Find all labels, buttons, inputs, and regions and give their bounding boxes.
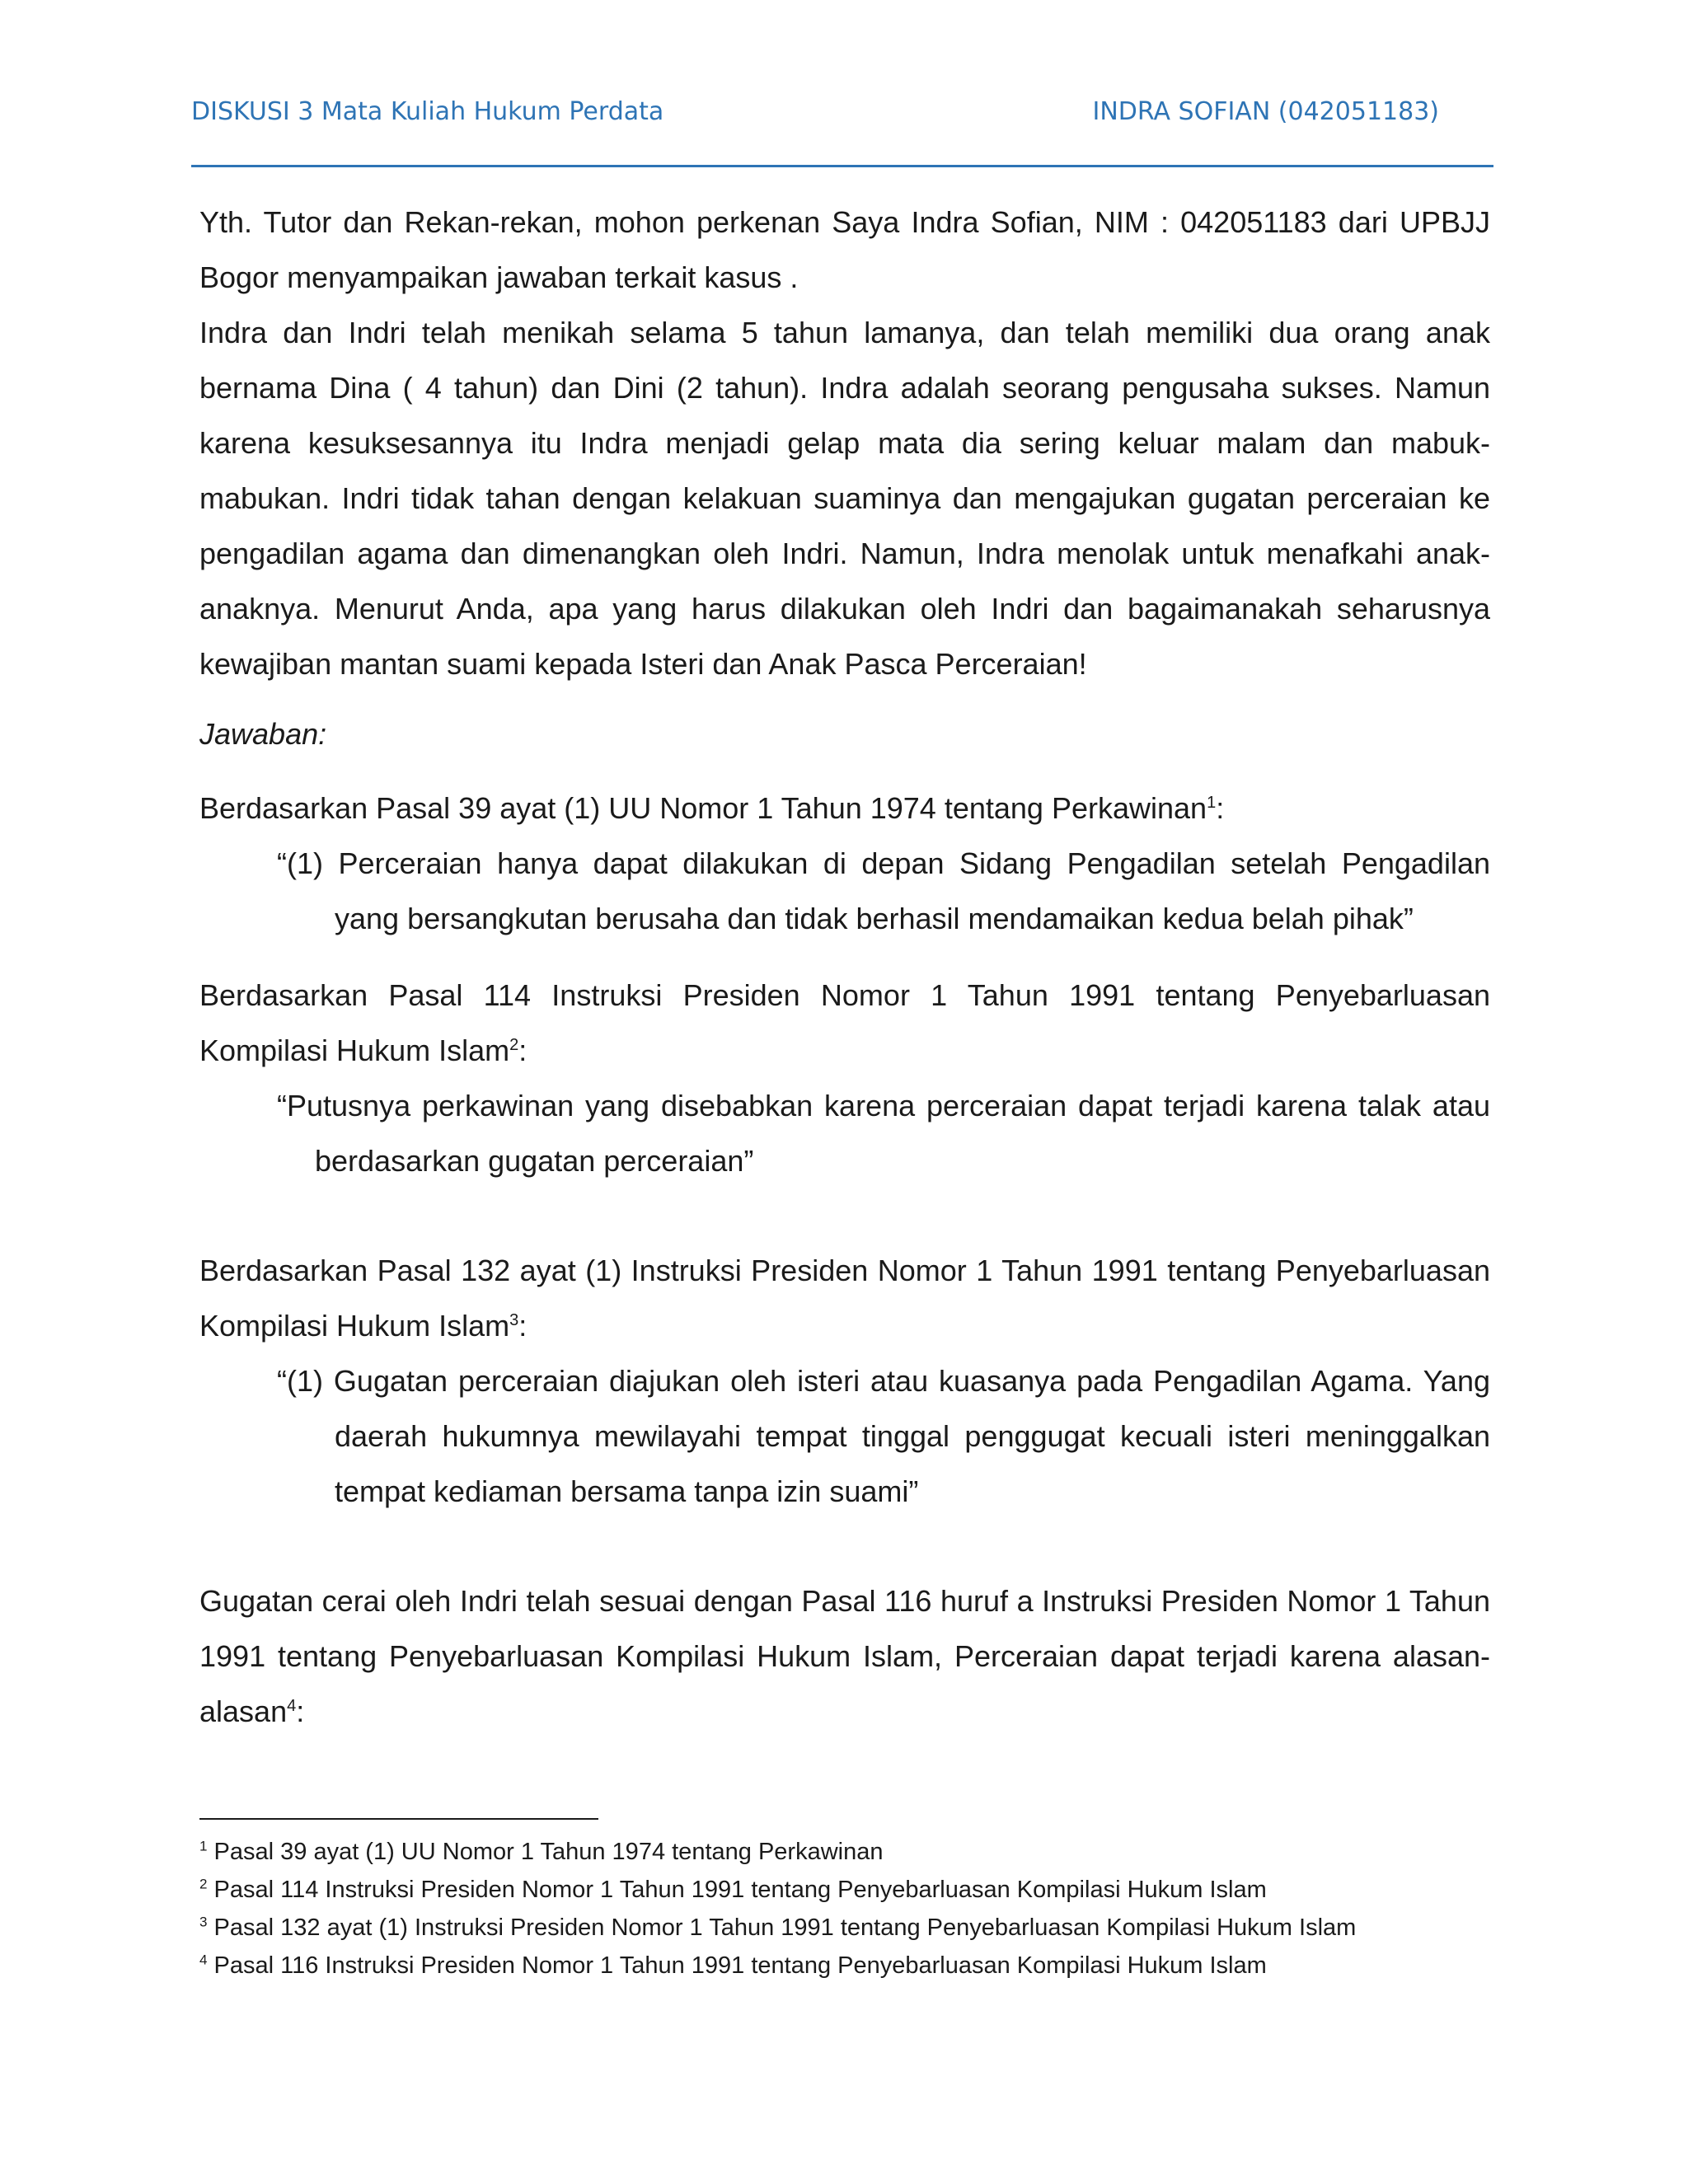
footnote-ref-1: 1: [1207, 794, 1217, 812]
header-divider: [191, 165, 1493, 167]
footnote-text: Pasal 116 Instruksi Presiden Nomor 1 Tahun 1991 tentang Penyebarluasan Kompilasi Hukum Islam: [207, 1952, 1267, 1979]
basis-1-quote-line: “(1) Perceraian hanya dapat dilakukan di depan Sidang Pengadilan setelah Pengadilan: [277, 846, 1490, 880]
basis-3-quote-line: daerah hukumnya mewilayahi tempat tinggal penggugat kecuali isteri meninggalkan: [335, 1419, 1490, 1453]
basis-4-text: Gugatan cerai oleh Indri telah sesuai dengan Pasal 116 huruf a Instruksi Presiden Nomor 1 Tahun 1991 tentang Penyebarluasan Kompilasi Hukum Islam, Perceraian dapat terjadi karena alasan-alasan: [199, 1584, 1490, 1728]
basis-1-colon: :: [1216, 791, 1225, 825]
basis-1-text: Berdasarkan Pasal 39 ayat (1) UU Nomor 1 Tahun 1974 tentang Perkawinan: [199, 791, 1207, 825]
footnote-ref-2: 2: [509, 1036, 519, 1054]
basis-4-colon: :: [296, 1694, 305, 1728]
document-body: [199, 194, 1490, 1739]
footnote-item: [199, 1947, 1518, 1985]
basis-2-paragraph: [199, 968, 1490, 1078]
basis-2-colon: :: [518, 1033, 528, 1067]
footnote-ref-4: 4: [287, 1697, 297, 1715]
basis-1-quote-line: yang bersangkutan berusaha dan tidak berhasil mendamaikan kedua belah pihak”: [335, 902, 1414, 935]
basis-2-quote-line: berdasarkan gugatan perceraian”: [315, 1144, 754, 1178]
case-paragraph: Indra dan Indri telah menikah selama 5 tahun lamanya, dan telah memiliki dua orang anak bernama Dina ( 4 tahun) dan Dini (2 tahun). Indra adalah seorang pengusaha sukses. Namun karena kesuksesannya itu Indra menjadi gelap mata dia sering keluar malam dan mabuk-mabukan. Indri tidak tahan dengan kelakuan suaminya dan mengajukan gugatan perceraian ke pengadilan agama dan dimenangkan oleh Indri. Namun, Indra menolak untuk menafkahi anak-anaknya. Menurut Anda, apa yang harus dilakukan oleh Indri dan bagaimanakah seharusnya kewajiban mantan suami kepada Isteri dan Anak Pasca Perceraian!: [199, 316, 1490, 681]
footnote-item: [199, 1871, 1518, 1909]
footnote-text: Pasal 39 ayat (1) UU Nomor 1 Tahun 1974 tentang Perkawinan: [207, 1839, 884, 1865]
footnote-item: [199, 1833, 1518, 1871]
footnote-number: 3: [199, 1914, 208, 1930]
footnote-number: 2: [199, 1876, 208, 1892]
basis-4-paragraph: [199, 1573, 1490, 1739]
answer-label: Jawaban:: [199, 717, 327, 751]
basis-1-quote: [277, 836, 1490, 946]
footnote-item: [199, 1909, 1518, 1947]
footnote-text: Pasal 114 Instruksi Presiden Nomor 1 Tahun 1991 tentang Penyebarluasan Kompilasi Hukum Islam: [207, 1877, 1267, 1903]
intro-paragraph: Yth. Tutor dan Rekan-rekan, mohon perkenan Saya Indra Sofian, NIM : 042051183 dari UPBJJ Bogor menyampaikan jawaban terkait kasus .: [199, 205, 1490, 294]
basis-2-text: Berdasarkan Pasal 114 Instruksi Presiden Nomor 1 Tahun 1991 tentang Penyebarluasan Kompilasi Hukum Islam: [199, 978, 1490, 1067]
basis-3-quote: [277, 1353, 1490, 1519]
page-header: [191, 97, 1493, 126]
footnotes: [199, 1833, 1518, 1985]
basis-3-text: Berdasarkan Pasal 132 ayat (1) Instruksi Presiden Nomor 1 Tahun 1991 tentang Penyebarluasan Kompilasi Hukum Islam: [199, 1254, 1490, 1343]
header-course-title: DISKUSI 3 Mata Kuliah Hukum Perdata: [191, 97, 664, 126]
basis-2-quote-line: “Putusnya perkawinan yang disebabkan karena perceraian dapat terjadi karena talak atau: [277, 1089, 1490, 1122]
basis-2-quote: [277, 1078, 1490, 1188]
footnote-text: Pasal 132 ayat (1) Instruksi Presiden Nomor 1 Tahun 1991 tentang Penyebarluasan Kompilasi Hukum Islam: [207, 1915, 1357, 1941]
basis-3-paragraph: [199, 1243, 1490, 1353]
basis-3-colon: :: [518, 1309, 528, 1343]
header-author: INDRA SOFIAN (042051183): [1092, 97, 1439, 126]
basis-3-quote-line: tempat kediaman bersama tanpa izin suami”: [335, 1474, 919, 1508]
footnote-ref-3: 3: [509, 1311, 519, 1329]
basis-1-paragraph: [199, 780, 1490, 836]
footnote-separator: [199, 1818, 598, 1820]
basis-3-quote-line: “(1) Gugatan perceraian diajukan oleh isteri atau kuasanya pada Pengadilan Agama. Yang: [277, 1364, 1490, 1398]
footnote-number: 1: [199, 1838, 208, 1854]
footnote-number: 4: [199, 1952, 208, 1968]
